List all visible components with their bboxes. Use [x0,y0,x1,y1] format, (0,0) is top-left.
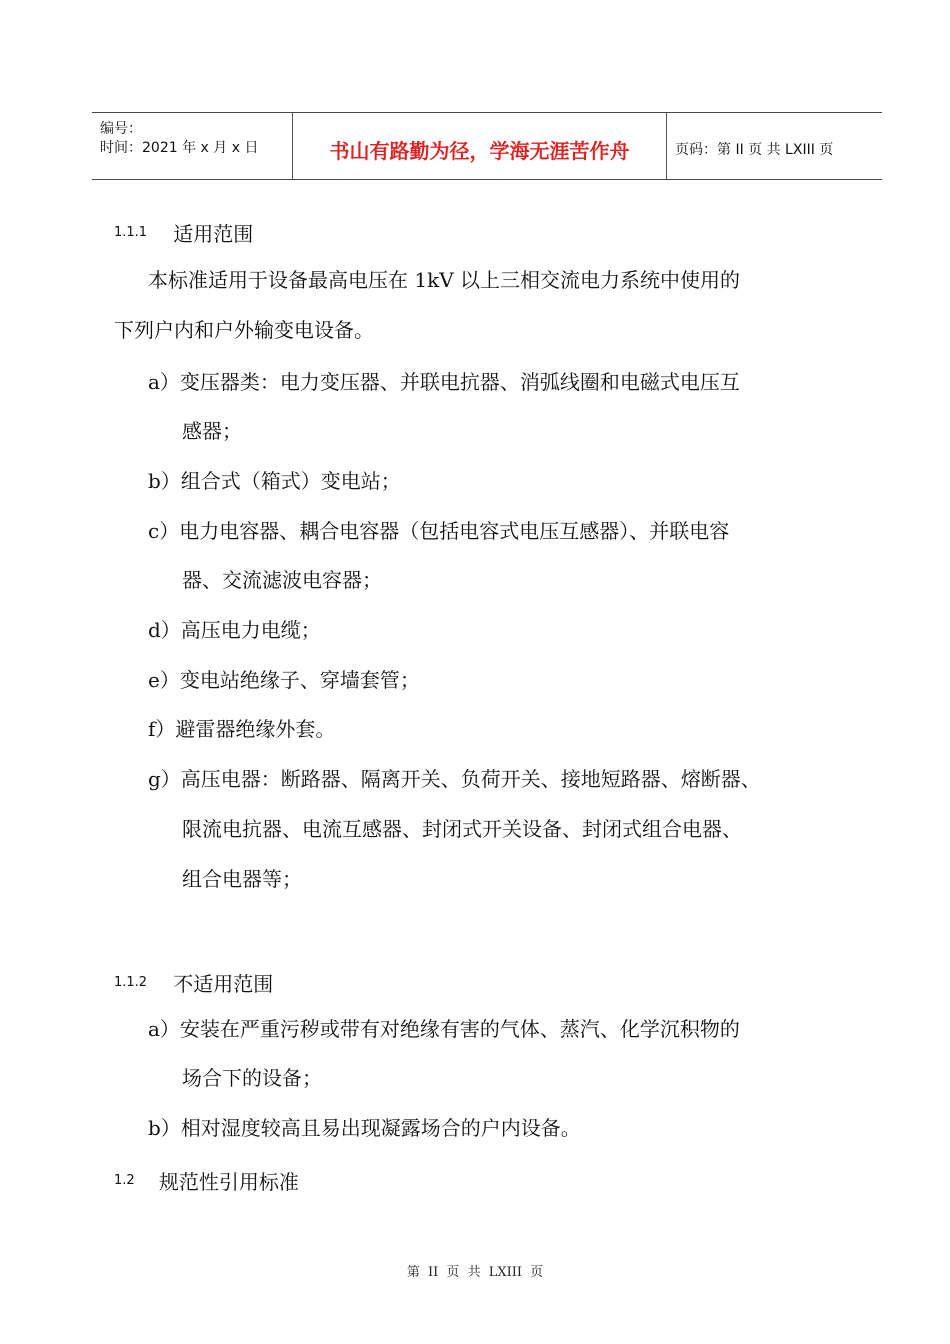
page-footer [0,1261,950,1280]
intro-paragraph-line: 本标准适用于设备最高电压在 1kV 以上三相交流电力系统中使用的 [148,268,741,292]
section-title: 适用范围 [173,222,254,246]
not-applicable-item-b: b）相对湿度较高且易出现凝露场合的户内设备。 [148,1116,581,1140]
section-heading-1-1-1 [114,218,253,247]
list-item-e: e）变电站绝缘子、穿墙套管； [148,668,420,692]
footer-gong: 共 [467,1265,481,1280]
list-item-b: b）组合式（箱式）变电站； [148,469,401,493]
header-page-cell [667,113,882,179]
list-item-c: c）电力电容器、耦合电容器（包括电容式电压互感器）、并联电容 [148,519,730,543]
list-item-d: d）高压电力电缆； [148,618,321,642]
section-number: 1.2 [114,1173,135,1188]
header-page-info: 页码：第 II 页 共 LXIII 页 [675,142,834,158]
list-item-g-continued: 限流电抗器、电流互感器、封闭式开关设备、封闭式组合电器、 [182,817,742,841]
footer-page-number: II [427,1265,439,1280]
footer-di: 第 [406,1265,420,1280]
header-motto: 书山有路勤为径，学海无涯苦作舟 [329,139,630,163]
list-item-c-continued: 器、交流滤波电容器； [182,568,382,592]
list-item-a-continued: 感器； [182,419,242,443]
list-item-f: f）避雷器绝缘外套。 [148,717,336,741]
not-applicable-item-a: a）安装在严重污秽或带有对绝缘有害的气体、蒸汽、化学沉积物的 [148,1017,740,1041]
section-heading-1-1-2 [114,968,273,997]
list-item-a: a）变压器类：电力变压器、并联电抗器、消弧线圈和电磁式电压互 [148,370,740,394]
list-item-g-continued: 组合电器等； [182,867,302,891]
section-heading-1-2 [114,1166,299,1195]
section-number: 1.1.2 [114,975,148,990]
list-item-g: g）高压电器：断路器、隔离开关、负荷开关、接地短路器、熔断器、 [148,767,761,791]
not-applicable-item-a-continued: 场合下的设备； [182,1066,322,1090]
section-title: 规范性引用标准 [158,1170,299,1194]
document-time-label: 时间：2021 年 x 月 x 日 [100,140,259,156]
footer-ye: 页 [446,1265,460,1280]
document-header [92,112,882,180]
section-number: 1.1.1 [114,225,148,240]
footer-total-pages: LXIII [488,1265,523,1280]
footer-ye: 页 [530,1265,544,1280]
header-motto-cell [293,113,667,179]
document-number-label: 编号： [100,121,142,137]
section-title: 不适用范围 [173,972,274,996]
intro-paragraph-line: 下列户内和户外输变电设备。 [114,318,374,342]
header-meta-cell [92,113,293,179]
